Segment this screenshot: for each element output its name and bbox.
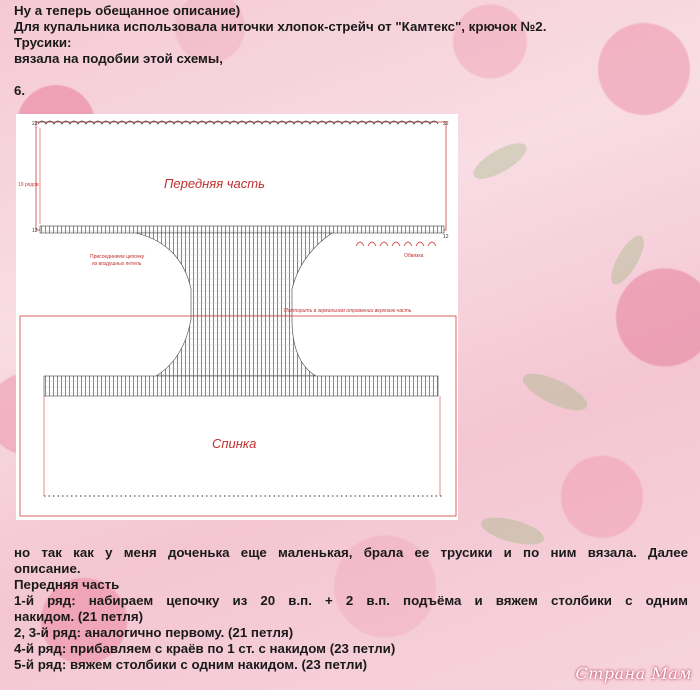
row-number: 22 — [32, 121, 38, 127]
description-line: 2, 3-й ряд: аналогично первому. (21 петля) — [14, 625, 294, 640]
rows-count-label: 19 рядов — [18, 182, 39, 188]
description-line: накидом. (21 петля) — [14, 609, 144, 624]
row-number: 12 — [32, 228, 38, 234]
intro-text — [14, 3, 674, 99]
chain-note: из воздушных петель — [92, 261, 142, 267]
row-number: 22 — [443, 121, 449, 127]
background-leaf — [518, 366, 592, 417]
intro-line: 6. — [14, 83, 26, 98]
diagram-svg — [16, 114, 458, 520]
site-watermark: Страна Мам — [575, 664, 692, 683]
row-number: 12 — [443, 234, 449, 240]
description-line: 1-й ряд: набираем цепочку из 20 в.п. + 2 в.п. подъёма и вяжем столбики с одним — [14, 593, 688, 608]
front-bottom-band — [40, 226, 444, 233]
description-text — [14, 545, 688, 673]
crochet-diagram — [16, 114, 458, 520]
intro-line: Ну а теперь обещанное описание) — [14, 3, 241, 18]
crotch-section — [136, 233, 332, 376]
front-label: Передняя часть — [164, 176, 265, 191]
edging-label: Обвязка — [404, 253, 424, 259]
background-leaf — [605, 231, 650, 289]
section-heading: Передняя часть — [14, 577, 120, 592]
background-leaf — [469, 136, 532, 185]
back-top-band — [44, 376, 438, 396]
chain-note: Присоединяем цепочку — [90, 254, 145, 260]
top-scallop-edge — [38, 121, 438, 124]
description-line: 4-й ряд: прибавляем с краёв по 1 ст. с накидом (23 петли) — [14, 641, 396, 656]
intro-line: вязала на подобии этой схемы, — [14, 51, 223, 66]
description-line: описание. — [14, 561, 81, 576]
back-label: Спинка — [212, 436, 257, 451]
edging-symbols — [356, 242, 436, 246]
description-line: но так как у меня доченька еще маленькая, брала ее трусики и по ним вязала. Далее — [14, 545, 688, 560]
description-line: 5-й ряд: вяжем столбики с одним накидом. (23 петли) — [14, 657, 368, 672]
intro-line: Для купальника использовала ниточки хлопок-стрейч от "Камтекс", крючок №2. — [14, 19, 547, 34]
mirror-note: Повторить в зеркальном отражении верхнюю часть — [284, 308, 412, 314]
intro-line: Трусики: — [14, 35, 72, 50]
